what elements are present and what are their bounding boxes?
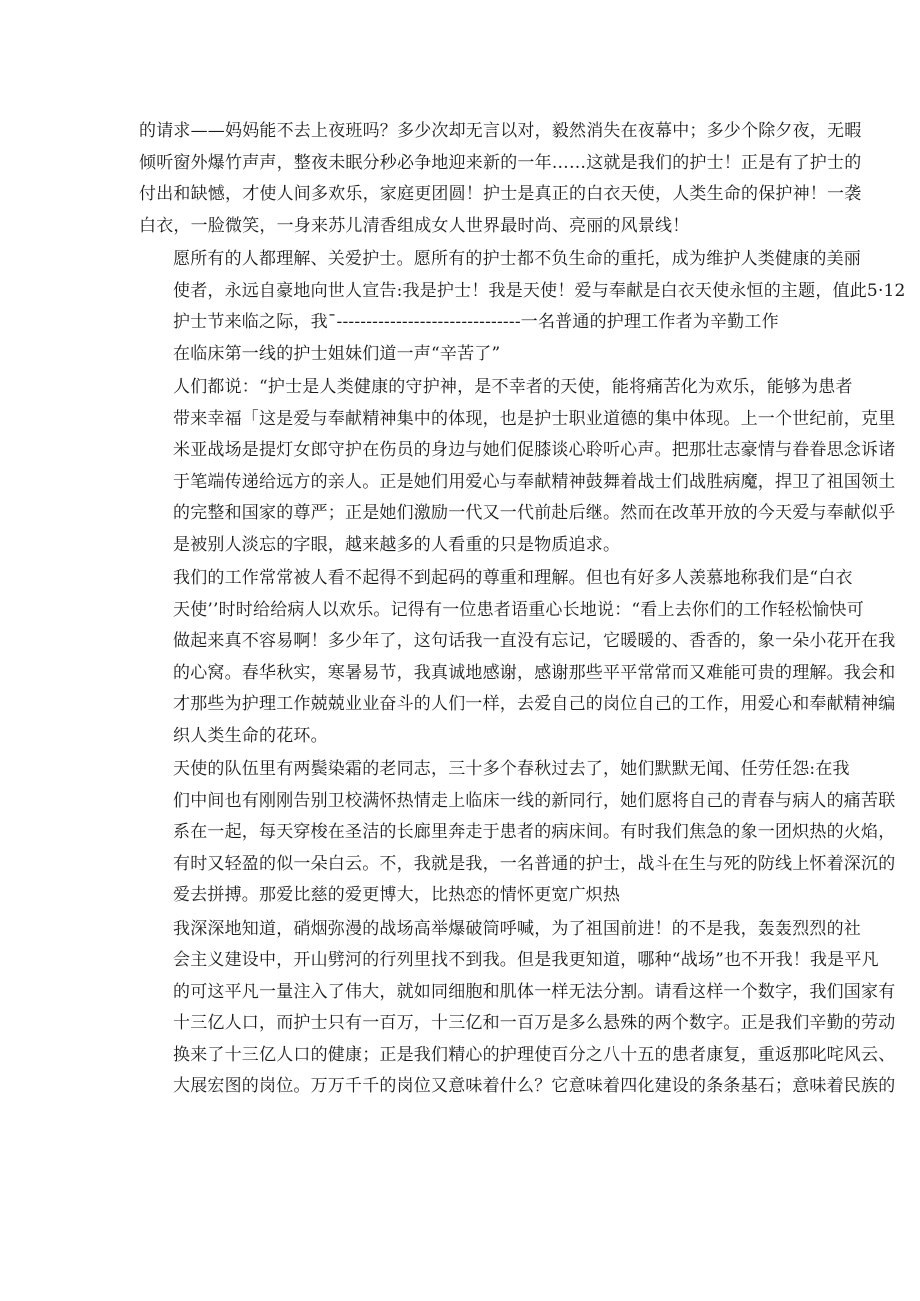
paragraph: [139, 116, 862, 242]
text-line: 倾听窗外爆竹声声，整夜未眠分秒必争地迎来新的一年……这就是我们的护士！正是有了护士的: [139, 152, 862, 173]
text-line: 的完整和国家的尊严；正是她们激励一代又一代前赴后继。然而在改革开放的今天爱与奉献似乎: [173, 503, 896, 523]
text-line: 在临床第一线的护士姐妹们道一声“辛苦了”: [173, 343, 501, 364]
text-line: 织人类生命的花环。: [173, 725, 328, 746]
text-line: 护士节来临之际，我ˉ-------------------------------一名普通的护理工作者为辛勤工作: [173, 312, 779, 332]
text-line: 会主义建设中，开山劈河的行列里找不到我。但是我更知道，哪种“战场”也不开我！我是平凡: [173, 950, 879, 970]
text-line: 系在一起，每天穿梭在圣洁的长廊里奔走于患者的病床间。有时我们焦急的象一团炽热的火焰，: [173, 822, 896, 842]
text-line: 我深深地知道，硝烟弥漫的战场高举爆破筒呼喊，为了祖国前进！的不是我，轰轰烈烈的社: [173, 918, 861, 939]
text-line: 有时又轻盈的似一朵白云。不，我就是我，一名普通的护士，战斗在生与死的防线上怀着深沉的: [173, 853, 896, 874]
text-line: 的可这平凡一量注入了伟大，就如同细胞和肌体一样无法分割。请看这样一个数字，我们国家有: [173, 981, 896, 1002]
text-line: 做起来真不容易啊！多少年了，这句话我一直没有忘记，它暖暖的、香香的，象一朵小花开在我: [173, 631, 896, 651]
text-line: 大展宏图的岗位。万万千千的岗位又意味着什么？它意味着四化建设的条条基石；意味着民族的: [173, 1076, 896, 1096]
paragraph: [139, 914, 896, 1103]
text-line: 带来幸福「这是爱与奉献精神集中的体现，也是护士职业道德的集中体现。上一个世纪前，克里: [173, 408, 896, 429]
text-line: 的请求——妈妈能不去上夜班吗？多少次却无言以对，毅然消失在夜幕中；多少个除夕夜，无暇: [139, 121, 862, 141]
text-line: 米亚战场是提灯女郎守护在伤员的身边与她们促膝谈心聆听心声。把那壮志豪情与眷眷思念诉诸: [173, 440, 896, 460]
text-line: 愿所有的人都理解、关爱护士。愿所有的护士都不负生命的重托，成为维护人类健康的美丽: [173, 249, 861, 269]
text-line: 付出和缺憾，才使人间多欢乐，家庭更团圆！护士是真正的白衣天使，人类生命的保护神！一袭: [139, 184, 862, 204]
document-body: [139, 116, 906, 1103]
text-line: 天使’’时时给给病人以欢乐。记得有一位患者语重心长地说：“看上去你们的工作轻松愉快可: [173, 599, 864, 620]
text-line: 人们都说：“护士是人类健康的守护神，是不幸者的天使，能将痛苦化为欢乐，能够为患者: [173, 377, 853, 397]
paragraph: [139, 754, 896, 912]
paragraph: [139, 563, 896, 752]
paragraph: [139, 372, 896, 561]
text-line: 换来了十三亿人口的健康；正是我们精心的护理使百分之八十五的患者康复，重返那叱咤风云、: [173, 1044, 896, 1065]
text-line: 的心窝。春华秋实，寒暑易节，我真诚地感谢，感谢那些平平常常而又难能可贵的理解。我会和: [173, 662, 896, 683]
text-line: 是被别人淡忘的字眼，越来越多的人看重的只是物质追求。: [173, 534, 621, 555]
text-line: 们中间也有刚刚告别卫校满怀热情走上临床一线的新同行，她们愿将自己的青春与病人的痛苦联: [173, 790, 896, 811]
text-line: 于笔端传递给远方的亲人。正是她们用爱心与奉献精神鼓舞着战士们战胜病魔，捍卫了祖国领土: [173, 471, 896, 492]
text-line: 我们的工作常常被人看不起得不到起码的尊重和理解。但也有好多人羡慕地称我们是“白衣: [173, 568, 853, 588]
text-line: 爱去拼搏。那爱比慈的爱更博大，比热恋的情怀更宽广炽热: [173, 885, 621, 905]
text-line: 才那些为护理工作兢兢业业奋斗的人们一样，去爱自己的岗位自己的工作，用爱心和奉献精神编: [173, 694, 896, 714]
text-line: 使者，永远自豪地向世人宣告:我是护士！我是天使！爱与奉献是白衣天使永恒的主题，值此5·12: [173, 280, 906, 301]
paragraph: [139, 244, 906, 370]
text-line: 天使的队伍里有两鬓染霜的老同志，三十多个春秋过去了，她们默默无闻、任劳任怨:在我: [173, 759, 850, 779]
text-line: 十三亿人口，而护士只有一百万，十三亿和一百万是多么悬殊的两个数字。正是我们辛勤的劳动: [173, 1013, 896, 1033]
text-line: 白衣，一脸微笑，一身来苏儿清香组成女人世界最时尚、亮丽的风景线！: [139, 215, 690, 236]
